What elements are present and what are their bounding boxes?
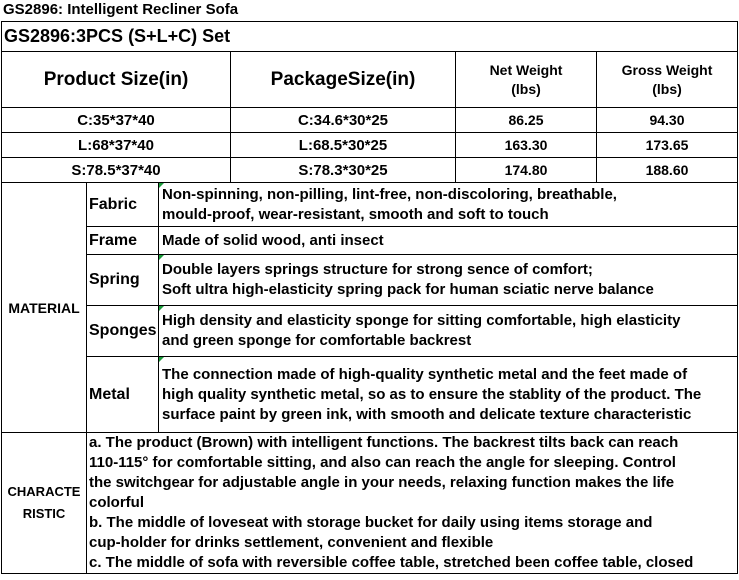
package-size-cell: S:78.3*30*25	[231, 158, 456, 183]
material-row-frame	[2, 227, 738, 255]
net-weight-cell: 86.25	[456, 108, 597, 133]
material-row-spring	[2, 255, 738, 306]
package-size-cell: L:68.5*30*25	[231, 133, 456, 158]
characteristic-desc	[87, 433, 738, 574]
material-desc-frame	[159, 227, 738, 255]
table-row	[2, 108, 738, 133]
char-line: colorful	[89, 494, 144, 511]
characteristic-label-line: CHARACTE	[7, 484, 81, 499]
material-name-sponges: Sponges	[87, 306, 159, 357]
page-title: GS2896: Intelligent Recliner Sofa	[3, 1, 239, 18]
desc-line: The connection made of high-quality synthetic metal and the feet made of	[162, 365, 688, 383]
comment-marker	[159, 357, 164, 362]
gross-weight-cell: 173.65	[597, 133, 738, 158]
table-row	[2, 158, 738, 183]
desc-line: Made of solid wood, anti insect	[162, 231, 384, 249]
header-row	[2, 52, 738, 108]
material-desc-spring	[159, 255, 738, 306]
net-weight-label: Net Weight	[489, 61, 563, 78]
material-desc-fabric	[159, 183, 738, 227]
desc-line: surface paint by green ink, with smooth and delicate texture characteristic	[162, 405, 692, 423]
comment-marker	[159, 255, 164, 260]
package-size-cell: C:34.6*30*25	[231, 108, 456, 133]
char-line: b. The middle of loveseat with storage bucket for daily using items storage and	[89, 514, 653, 531]
set-row	[2, 22, 738, 52]
comment-marker	[159, 306, 164, 311]
material-name-spring: Spring	[87, 255, 159, 306]
material-name-frame: Frame	[87, 227, 159, 255]
package-size-header: PackageSize(in)	[231, 52, 456, 108]
desc-line: mould-proof, wear-resistant, smooth and soft to touch	[162, 205, 549, 223]
net-weight-unit: (lbs)	[511, 80, 541, 97]
char-line: 110-115° for comfortable sitting, and also can reach the angle for sleeping. Control	[89, 454, 676, 471]
gross-weight-cell: 188.60	[597, 158, 738, 183]
desc-line: Soft ultra high-elasticity spring pack for human sciatic nerve balance	[162, 281, 654, 298]
material-desc-metal	[159, 357, 738, 433]
gross-weight-unit: (lbs)	[652, 80, 682, 97]
set-label: GS2896:3PCS (S+L+C) Set	[2, 22, 738, 52]
desc-line: Non-spinning, non-pilling, lint-free, non-discoloring, breathable,	[162, 185, 617, 203]
table-row	[2, 133, 738, 158]
net-weight-header	[456, 52, 597, 108]
material-row-metal	[2, 357, 738, 433]
desc-line: high quality synthetic metal, so as to ensure the stablity of the product. The	[162, 385, 702, 403]
char-line: cup-holder for drinks settlement, convenient and flexible	[89, 534, 494, 551]
char-line: a. The product (Brown) with intelligent functions. The backrest tilts back can reach	[89, 434, 679, 451]
spec-table	[1, 21, 738, 574]
material-desc-sponges	[159, 306, 738, 357]
product-size-cell: S:78.5*37*40	[2, 158, 231, 183]
product-size-header: Product Size(in)	[2, 52, 231, 108]
gross-weight-cell: 94.30	[597, 108, 738, 133]
product-size-cell: L:68*37*40	[2, 133, 231, 158]
characteristic-row	[2, 433, 738, 574]
material-row-sponges	[2, 306, 738, 357]
char-line: c. The middle of sofa with reversible coffee table, stretched been coffee table, closed	[89, 554, 694, 571]
desc-line: and green sponge for comfortable backrest	[162, 332, 472, 349]
comment-marker	[159, 183, 164, 188]
desc-line: High density and elasticity sponge for sitting comfortable, high elasticity	[162, 312, 681, 329]
gross-weight-header	[597, 52, 738, 108]
material-row-fabric	[2, 183, 738, 227]
material-name-metal: Metal	[87, 357, 159, 433]
material-label: MATERIAL	[2, 183, 87, 433]
characteristic-label	[2, 433, 87, 574]
net-weight-cell: 174.80	[456, 158, 597, 183]
gross-weight-label: Gross Weight	[621, 61, 713, 78]
net-weight-cell: 163.30	[456, 133, 597, 158]
desc-line: Double layers springs structure for strong sence of comfort;	[162, 261, 593, 278]
product-size-cell: C:35*37*40	[2, 108, 231, 133]
characteristic-label-line: RISTIC	[22, 506, 66, 521]
char-line: the switchgear for adjustable angle in your needs, relaxing function makes the life	[89, 474, 675, 491]
material-name-fabric: Fabric	[87, 183, 159, 227]
